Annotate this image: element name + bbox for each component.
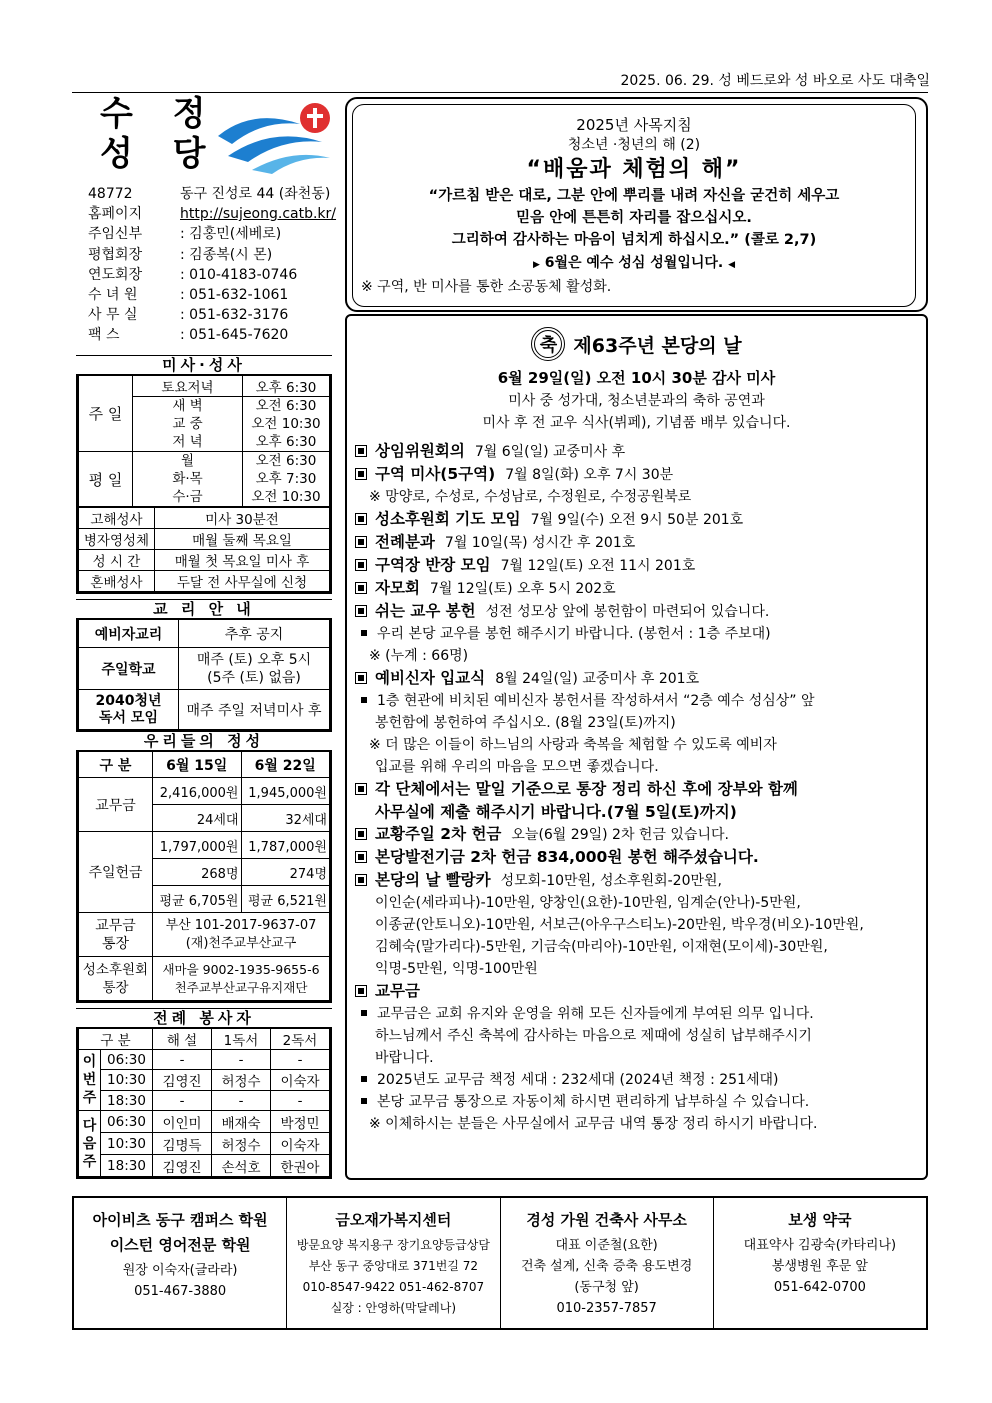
weekday-label: 평 일: [79, 452, 133, 507]
info-value: : 051-645-7620: [180, 327, 289, 344]
info-label: 홈페이지: [88, 206, 143, 223]
notice-continuation: 바랍니다.: [375, 1050, 434, 1066]
notice-item: [355, 600, 925, 623]
bullet-icon: [361, 630, 367, 636]
info-row: [88, 325, 343, 345]
square-bullet-icon: [355, 828, 367, 840]
notice-title: 교황주일 2차 헌금: [375, 825, 502, 843]
notice-text: 7월 12일(토) 오전 11시 201호: [500, 558, 696, 574]
servers-section: [76, 1008, 332, 1179]
notice-title: 각 단체에서는 말일 기준으로 통장 정리 하신 후에 장부와 함께: [375, 780, 798, 798]
info-value: : 김홍민(세베로): [180, 226, 282, 243]
square-bullet-icon: [355, 605, 367, 617]
triangle-right-icon: ▶: [532, 260, 540, 270]
info-row: [88, 204, 343, 224]
pastoral-quote3: 그리하여 감사하는 마음이 넘치게 하십시오.” (콜로 2,7): [451, 232, 817, 248]
notice-item: [355, 869, 925, 892]
info-value: : 김종복(시 몬): [180, 246, 273, 263]
servers-title: 전례 봉사자: [76, 1008, 332, 1028]
parish-name-line2: 성 당: [100, 134, 220, 174]
info-row: [88, 265, 343, 285]
bullet-icon: [361, 1010, 367, 1016]
info-label: 사 무 실: [88, 307, 138, 324]
bullet-icon: [361, 697, 367, 703]
notice-title: 상임위원회의: [375, 442, 465, 460]
info-row: [88, 305, 343, 325]
ad-box: [714, 1198, 926, 1328]
ad-line: 건축 설계, 신축 증축 용도변경: [520, 1259, 693, 1274]
info-label: 평협회장: [88, 246, 143, 263]
date-line: 2025. 06. 29. 성 베드로와 성 바오로 사도 대축일: [620, 73, 930, 89]
square-bullet-icon: [355, 851, 367, 863]
ad-title: 금오재가복지센터: [335, 1211, 452, 1229]
notice-text: 7월 8일(화) 오후 7시 30분: [505, 467, 674, 483]
ad-line: 대표 이준철(요한): [555, 1238, 658, 1253]
square-bullet-icon: [355, 468, 367, 480]
pastoral-theme: “배움과 체험의 해”: [526, 157, 742, 182]
parish-logo: [212, 98, 337, 180]
notice-text: 7월 9일(수) 오전 9시 50분 201호: [530, 512, 744, 528]
header-rule: [72, 92, 928, 93]
sacrament-table: 고해성사 미사 30분전 병자영성체 매월 둘째 목요일 성 시 간 매월 첫 목요일 미사 후 혼배성사 두달 전 사무실에 신청: [78, 507, 330, 592]
notice-title: 구역 미사(5구역): [375, 465, 496, 483]
ads-bar: [72, 1196, 928, 1330]
notice-title: 성소후원회 기도 모임: [375, 510, 521, 528]
notice-continuation: 김혜숙(말가리다)-5만원, 기금숙(마리아)-10만원, 이재현(모이세)-30만원,: [375, 939, 828, 955]
pastoral-month: ▶ 6월은 예수 성심 성월입니다. ◀: [532, 255, 736, 271]
doctrine-title: 교 리 안 내: [76, 599, 332, 619]
info-row: [88, 245, 343, 265]
ad-line: 원장 이숙자(글라라): [122, 1263, 238, 1278]
notice-note: ※ (누계 : 66명): [369, 648, 469, 664]
offerings-title: 우리들의 정성: [76, 731, 332, 751]
ad-line: 부산 동구 중앙대로 371번길 72: [308, 1259, 479, 1273]
info-row: [88, 224, 343, 244]
notice-title: 본당발전기금 2차 헌금 834,000원 봉헌 해주셨습니다.: [375, 848, 759, 866]
pastoral-subtitle: 청소년 ·청년의 해 (2): [567, 137, 701, 153]
info-label: 팩 스: [88, 327, 120, 344]
doctrine-section: [76, 599, 332, 732]
logo-icon: [212, 98, 337, 176]
notice-bullet: 교무금은 교회 유지와 운영을 위해 모든 신자들에게 부여된 의무 입니다.: [355, 1003, 925, 1025]
notice-bullet: 우리 본당 교우를 봉헌 해주시기 바랍니다. (봉헌서 : 1층 주보대): [355, 623, 925, 645]
homepage-link[interactable]: http://sujeong.catb.kr/: [180, 206, 337, 223]
info-value: : 051-632-3176: [180, 307, 289, 324]
notice-title: 자모회: [375, 579, 420, 597]
parish-name: [100, 94, 220, 174]
ad-line: 010-2357-7857: [556, 1301, 657, 1316]
ad-line: 이스턴 영어전문 학원: [109, 1236, 251, 1254]
notice-item: [355, 846, 925, 869]
ad-title: 아이비츠 동구 캠퍼스 학원: [92, 1211, 268, 1229]
info-label: 48772: [88, 186, 133, 202]
pastoral-inner: [352, 104, 916, 307]
ad-line: 방문요양 복지용구 장기요양등급상담: [296, 1238, 490, 1252]
mass-section: [76, 355, 332, 594]
ad-line: 051-467-3880: [134, 1284, 227, 1299]
notice-text: 성모회-10만원, 성소후원회-20만원,: [500, 873, 722, 889]
notice-title: 교무금: [375, 982, 420, 1000]
notice-bullet: 2025년도 교무금 책정 세대 : 232세대 (2024년 책정 : 251세대): [355, 1069, 925, 1091]
notice-note: ※ 망양로, 수성로, 수성남로, 수정원로, 수정공원북로: [369, 489, 692, 505]
notice-note: ※ 더 많은 이들이 하느님의 사랑과 축복을 체험할 수 있도록 예비자: [369, 737, 777, 753]
notice-item: [355, 531, 925, 554]
anniversary-line3: 미사 후 전 교우 식사(뷔페), 기념품 배부 있습니다.: [482, 415, 791, 431]
anniversary-line2: 미사 중 성가대, 청소년분과의 축하 공연과: [508, 393, 765, 409]
pastoral-title: 2025년 사목지침: [576, 116, 692, 134]
notice-list: [355, 440, 925, 1135]
square-bullet-icon: [355, 582, 367, 594]
ad-title: 보생 약국: [788, 1211, 852, 1229]
ad-line: 051-642-0700: [773, 1280, 866, 1295]
celebration-badge-icon: 축: [531, 327, 565, 361]
info-value: 동구 진성로 44 (좌천동): [180, 186, 331, 202]
anniversary-title: 제63주년 본당의 날: [573, 334, 742, 357]
bullet-icon: [361, 1098, 367, 1104]
square-bullet-icon: [355, 874, 367, 886]
notice-item: [355, 554, 925, 577]
pastoral-quote2: 믿음 안에 튼튼히 자리를 잡으십시오.: [516, 210, 752, 226]
notice-text: 8월 24일(일) 교중미사 후 201호: [495, 671, 700, 687]
ad-line: (동구청 앞): [574, 1280, 639, 1295]
ad-box: [74, 1198, 287, 1328]
notice-text: 오늘(6월 29일) 2차 헌금 있습니다.: [511, 827, 729, 843]
notice-text: 7월 6일(일) 교중미사 후: [474, 444, 626, 460]
offerings-section: [76, 731, 332, 1003]
pastoral-quote1: “가르침 받은 대로, 그분 안에 뿌리를 내려 자신을 굳건히 세우고: [428, 188, 840, 204]
ad-line: 010-8547-9422 051-462-8707: [302, 1280, 485, 1294]
notice-item: [355, 577, 925, 600]
notice-continuation: 익명-5만원, 익명-100만원: [375, 961, 538, 977]
sunday-label: 주 일: [79, 376, 133, 452]
notice-item: [355, 667, 925, 690]
bullet-icon: [361, 1076, 367, 1082]
notice-item: [355, 778, 925, 801]
contact-info: [88, 184, 343, 346]
ad-line: 대표약사 김광숙(카타리나): [743, 1238, 897, 1253]
square-bullet-icon: [355, 559, 367, 571]
notice-continuation: 이인순(세라피나)-10만원, 양창인(요한)-10만원, 임계순(안나)-5만원,: [375, 895, 801, 911]
notice-continuation: 이종균(안토니오)-10만원, 서보근(아우구스티노)-20만원, 박우경(비오)-10만원,: [375, 917, 864, 933]
square-bullet-icon: [355, 672, 367, 684]
mass-title: 미사·성사: [76, 355, 332, 375]
info-label: 연도회장: [88, 266, 143, 283]
notice-item: [355, 463, 925, 486]
notice-item: [355, 440, 925, 463]
notice-title: 예비신자 입교식: [375, 669, 486, 687]
ad-line: 봉생병원 후문 앞: [771, 1259, 868, 1274]
notice-item: [355, 508, 925, 531]
info-value: : 051-632-1061: [180, 287, 289, 304]
notice-continuation: 봉헌함에 봉헌하여 주십시오. (8월 23일(토)까지): [375, 715, 676, 731]
notice-title: 본당의 날 빨랑카: [375, 871, 491, 889]
servers-table: 구 분 해 설 1독서 2독서 이 번 주 06:30 - - - 10:30 김영진 허정수 이숙자 18:30 - - - 다 음 주 06:30 이인미 배재숙 박정민 10:30 김명득 허정수 이숙자 18:30 김영진 손석호 한권아: [78, 1028, 330, 1177]
square-bullet-icon: [355, 783, 367, 795]
info-label: 수 녀 원: [88, 287, 138, 304]
anniversary: [347, 326, 926, 434]
ad-line: 실장 : 안영하(막달레나): [330, 1301, 457, 1315]
mass-table: 주 일 토요저녁 오후 6:30 새 벽 오전 6:30 교 중 오전 10:30 저 녁 오후 6:30 평 일 월 오전 6:30 화·목 오후 7:30 수·금 오전 10:30: [78, 375, 330, 507]
info-value: : 010-4183-0746: [180, 266, 298, 283]
ad-box: [287, 1198, 500, 1328]
info-row: [88, 285, 343, 305]
notice-continuation: 사무실에 제출 해주시기 바랍니다.(7월 5일(토)까지): [375, 803, 737, 821]
notice-continuation: 입교를 위해 우리의 마음을 모으면 좋겠습니다.: [375, 759, 659, 775]
notice-text: 7월 10일(목) 성시간 후 201호: [444, 535, 636, 551]
notice-title: 구역장 반장 모임: [375, 556, 491, 574]
square-bullet-icon: [355, 536, 367, 548]
ad-title: 경성 가원 건축사 사무소: [526, 1211, 687, 1229]
notice-text: 7월 12일(토) 오후 5시 202호: [429, 581, 616, 597]
info-label: 주임신부: [88, 226, 143, 243]
offerings-table: 구 분 6월 15일 6월 22일 교무금 2,416,000원 1,945,000원 24세대 32세대 주일헌금 1,797,000원 1,787,000원 268명 274명 평균 6,705원 평균 6,521원 교무금 통장 부산 101-2017-9637-07 (재)천주교부산교구 성소후원회 통장 새마을 9002-1935-9655-6 천주교부산교구유지재단: [78, 751, 330, 1001]
notice-continuation: 하느님께서 주신 축복에 감사하는 마음으로 제때에 성실히 납부해주시기: [375, 1028, 812, 1044]
notice-note: ※ 이체하시는 분들은 사무실에서 교무금 내역 통장 정리 하시기 바랍니다.: [369, 1116, 818, 1132]
notice-title: 전례분과: [375, 533, 435, 551]
square-bullet-icon: [355, 985, 367, 997]
triangle-left-icon: ◀: [728, 260, 736, 270]
square-bullet-icon: [355, 445, 367, 457]
notice-item: [355, 980, 925, 1003]
notice-bullet: 1층 현관에 비치된 예비신자 봉헌서를 작성하셔서 “2층 예수 성심상” 앞: [355, 690, 925, 712]
anniversary-line1: 6월 29일(일) 오전 10시 30분 감사 미사: [497, 369, 776, 387]
notice-text: 성전 성모상 앞에 봉헌함이 마련되어 있습니다.: [485, 604, 770, 620]
notice-bullet: 본당 교무금 통장으로 자동이체 하시면 편리하게 납부하실 수 있습니다.: [355, 1091, 925, 1113]
ad-box: [501, 1198, 714, 1328]
pastoral-note: ※ 구역, 반 미사를 통한 소공동체 활성화.: [361, 279, 612, 295]
square-bullet-icon: [355, 513, 367, 525]
notice-title: 쉬는 교우 봉헌: [375, 602, 476, 620]
parish-name-line1: 수 정: [100, 94, 220, 134]
info-row: [88, 184, 343, 204]
doctrine-table: 예비자교리 추후 공지 주일학교 매주 (토) 오후 5시 (5주 (토) 없음) 2040청년 독서 모임 매주 주일 저녁미사 후: [78, 619, 330, 730]
notice-item: [355, 823, 925, 846]
